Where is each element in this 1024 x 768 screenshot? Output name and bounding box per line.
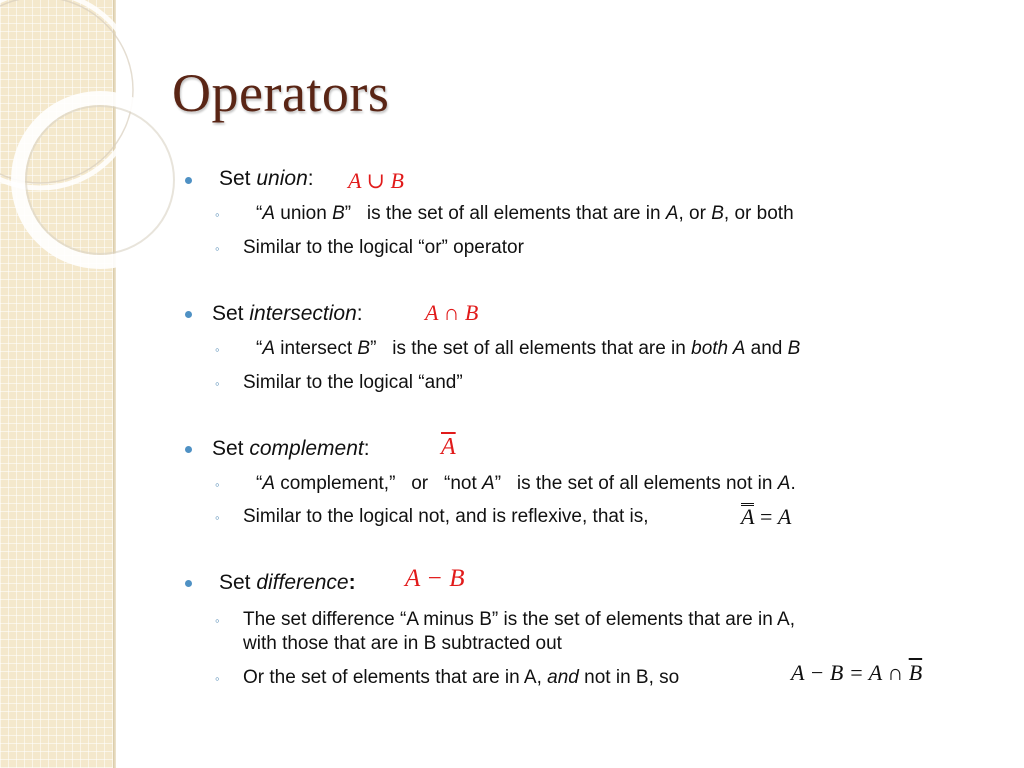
sub-bullet-icon: ◦ bbox=[215, 671, 220, 686]
reflexive-formula: A = A bbox=[741, 504, 792, 529]
bullet-icon bbox=[185, 311, 192, 318]
intersection-definition: “A intersect B” is the set of all elements that are in both A and B bbox=[256, 338, 801, 359]
bullet-icon bbox=[185, 446, 192, 453]
difference-definition-line2: with those that are in B subtracted out bbox=[243, 633, 562, 654]
complement-formula: $\overline{A}$ bbox=[441, 434, 456, 460]
sub-bullet-icon: ◦ bbox=[215, 477, 220, 492]
bullet-icon bbox=[185, 580, 192, 587]
difference-formula: A − B bbox=[405, 565, 465, 592]
sub-bullet-icon: ◦ bbox=[215, 613, 220, 628]
intersection-similar: Similar to the logical “and” bbox=[243, 372, 463, 393]
double-bar-a: A bbox=[741, 504, 755, 529]
complement-similar: Similar to the logical not, and is reflexive, that is, bbox=[243, 506, 649, 527]
difference-identity-formula: A − B = A ∩ $\overline{B}$ bbox=[791, 660, 923, 685]
union-heading bbox=[219, 167, 314, 191]
union-definition: “A union B” is the set of all elements that are in A, or B, or both bbox=[256, 203, 794, 224]
sub-bullet-icon: ◦ bbox=[215, 241, 220, 256]
sub-bullet-icon: ◦ bbox=[215, 510, 220, 525]
complement-definition: “A complement,” or “not A” is the set of all elements not in A. bbox=[256, 473, 796, 494]
bullet-icon bbox=[185, 177, 192, 184]
heading-term: union bbox=[256, 167, 308, 190]
page-title: Operators bbox=[172, 63, 390, 123]
union-similar: Similar to the logical “or” operator bbox=[243, 237, 524, 258]
heading-suffix: : bbox=[307, 167, 314, 190]
heading-prefix: Set bbox=[219, 167, 257, 190]
sub-bullet-icon: ◦ bbox=[215, 207, 220, 222]
union-formula: A ∪ B bbox=[348, 168, 404, 193]
intersection-heading: Set intersection: bbox=[212, 302, 363, 325]
difference-definition-line1: The set difference “A minus B” is the set of elements that are in A, bbox=[243, 609, 795, 630]
sub-bullet-icon: ◦ bbox=[215, 342, 220, 357]
intersection-formula: A ∩ B bbox=[425, 300, 479, 325]
complement-heading: Set complement: bbox=[212, 437, 370, 460]
difference-heading: Set difference: bbox=[219, 571, 356, 594]
difference-alternative: Or the set of elements that are in A, and not in B, so bbox=[243, 667, 680, 688]
sub-bullet-icon: ◦ bbox=[215, 376, 220, 391]
